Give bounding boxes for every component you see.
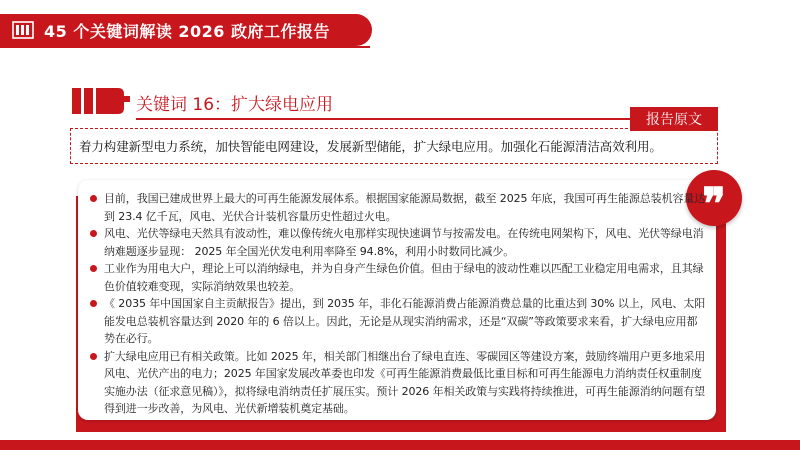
book-stack-icon	[10, 19, 36, 41]
list-item-text: 风电、光伏等绿电天然具有波动性，难以像传统火电那样实现快速调节与按需发电。在传统电网架构下，风电、光伏等绿电消纳难题逐步显现： 2025 年全国光伏发电利用率降至 94.8%，利用小时数同比减少。	[104, 227, 704, 258]
bullet-dot-icon	[90, 195, 97, 202]
header-banner	[0, 14, 372, 46]
footer-bar	[0, 440, 800, 450]
report-original-tag: 报告原文	[630, 107, 718, 131]
pointing-hand-icon	[72, 84, 132, 118]
list-item	[88, 190, 706, 225]
list-item	[88, 225, 706, 260]
bullet-dot-icon	[90, 300, 97, 307]
bullet-dot-icon	[90, 265, 97, 272]
quote-mark-icon: ❞	[686, 170, 742, 226]
bullet-dot-icon	[90, 353, 97, 360]
list-item-text: 扩大绿电应用已有相关政策。比如 2025 年，相关部门相继出台了绿电直连、零碳园区等建设方案，鼓励终端用户更多地采用风电、光伏产出的电力；2025 年国家发展改革委也印发《可再生能源消费最低比重目标和可再生能源电力消纳责任权重制度实施办法（征求意见稿）》，拟将绿电消纳责任扩展压实。预计 2026 年相关政策与实践将持续推进，可再生能源消纳问题有望得到进一步改善，为风电、光伏新增装机奠定基础。	[104, 349, 706, 415]
report-quote-text: 着力构建新型电力系统，加快智能电网建设，发展新型储能，扩大绿电应用。加强化石能源清洁高效利用。	[79, 139, 662, 154]
list-item	[88, 260, 706, 295]
keyword-title: 关键词 16：扩大绿电应用	[136, 95, 334, 115]
list-item	[88, 295, 706, 348]
heading-divider	[136, 118, 716, 120]
list-item-text: 目前，我国已建成世界上最大的可再生能源发展体系。根据国家能源局数据，截至 2025 年底，我国可再生能源总装机容量达到 23.4 亿千瓦，风电、光伏合计装机容量历史性超过火电。	[104, 192, 706, 223]
bullet-dot-icon	[90, 230, 97, 237]
list-item-text: 《 2035 年中国国家自主贡献报告》提出，到 2035 年，非化石能源消费占能源消费总量的比重达到 30% 以上，风电、太阳能发电总装机容量达到 2020 年的 6 倍以上。因此，无论是从现实消纳需求，还是“双碳”等政策要求来看，扩大绿电应用都势在必行。	[104, 297, 706, 345]
list-item	[88, 348, 706, 418]
page-title: 45 个关键词解读 2026 政府工作报告	[44, 21, 331, 41]
analysis-list	[88, 190, 706, 418]
list-item-text: 工业作为用电大户，理论上可以消纳绿电，并为自身产生绿色价值。但由于绿电的波动性难以匹配工业稳定用电需求，且其绿色价值较难变现，实际消纳效果也较差。	[104, 262, 704, 293]
header-underline	[0, 46, 370, 48]
report-quote-box	[70, 128, 718, 164]
